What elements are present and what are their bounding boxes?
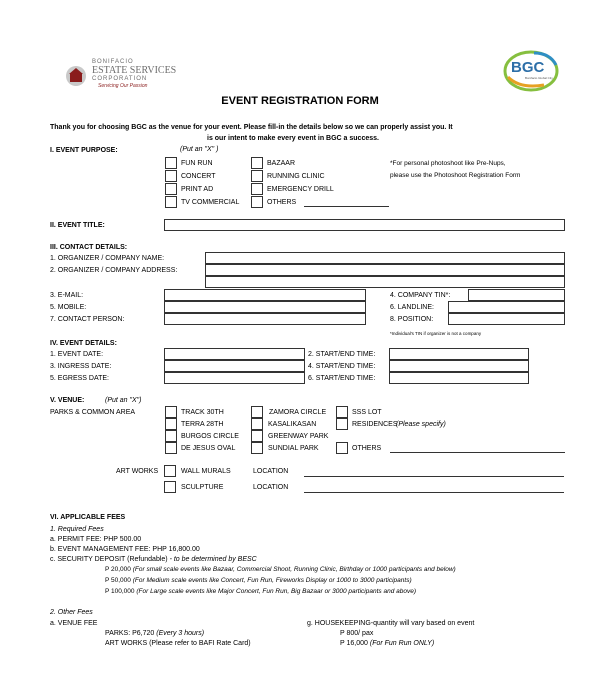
checkbox-terra-28th[interactable] [165, 418, 177, 430]
deposit-desc-medium: (For Medium scale events like Concert, Fun Run, Fireworks Display or 1000 to 3000 participants) [132, 577, 412, 584]
venue-terra-28th: TERRA 28TH [181, 421, 224, 428]
venue-residences-hint: (Please specify) [396, 421, 446, 428]
checkbox-residences[interactable] [336, 418, 348, 430]
venue-burgos-circle: BURGOS CIRCLE [181, 433, 239, 440]
start-end-time-input-1[interactable] [389, 348, 529, 360]
egress-date-label: 5. EGRESS DATE: [50, 375, 109, 382]
artworks-label: ART WORKS [116, 468, 159, 475]
venue-others: OTHERS [352, 445, 382, 452]
checkbox-emergency-drill[interactable] [251, 183, 263, 195]
venue-others-line[interactable] [390, 452, 565, 453]
position-input[interactable] [448, 313, 565, 325]
organizer-address-input-1[interactable] [205, 264, 565, 276]
checkbox-sculpture[interactable] [164, 481, 176, 493]
organizer-address-input-2[interactable] [205, 276, 565, 288]
checkbox-sundial-park[interactable] [251, 442, 263, 454]
ingress-date-label: 3. INGRESS DATE: [50, 363, 112, 370]
deposit-desc-small: (For small scale events like Bazaar, Commercial Shoot, Running Clinic, Birthday or 1000 participants and below) [132, 566, 456, 573]
event-date-input[interactable] [164, 348, 305, 360]
checkbox-concert[interactable] [165, 170, 177, 182]
housekeeping-funrun [340, 639, 434, 648]
checkbox-kasalikasan[interactable] [251, 418, 263, 430]
ingress-date-input[interactable] [164, 360, 305, 372]
contact-person-input[interactable] [164, 313, 366, 325]
required-fees-heading: 1. Required Fees [50, 526, 104, 533]
checkbox-zamora-circle[interactable] [251, 406, 263, 418]
company-tin-input[interactable] [468, 289, 565, 301]
housekeeping-funrun-amount: P 16,000 [340, 640, 368, 647]
email-input[interactable] [164, 289, 366, 301]
venue-residences: RESIDENCES [352, 421, 398, 428]
checkbox-bazaar[interactable] [251, 157, 263, 169]
purpose-heading: I. EVENT PURPOSE: [50, 147, 118, 154]
venue-heading: V. VENUE: [50, 397, 85, 404]
start-end-time-label-1: 2. START/END TIME: [308, 351, 376, 358]
wall-murals-location-line[interactable] [304, 476, 564, 477]
besc-logo-line2: ESTATE SERVICES [92, 65, 177, 76]
others-specify-line[interactable] [304, 206, 389, 207]
venue-de-jesus-oval: DE JESUS OVAL [181, 445, 236, 452]
housekeeping-rate: P 800/ pax [340, 630, 374, 637]
checkbox-print-ad[interactable] [165, 183, 177, 195]
venue-sss-lot: SSS LOT [352, 409, 382, 416]
egress-date-input[interactable] [164, 372, 305, 384]
parks-fee-label: PARKS: P6,720 [105, 630, 155, 637]
parks-label: PARKS & COMMON AREA [50, 409, 136, 416]
checkbox-de-jesus-oval[interactable] [165, 442, 177, 454]
permit-fee: a. PERMIT FEE: PHP 500.00 [50, 536, 142, 543]
purpose-option-running-clinic: RUNNING CLINIC [267, 173, 325, 180]
position-label: 8. POSITION: [390, 316, 434, 323]
checkbox-others[interactable] [251, 196, 263, 208]
contact-heading: III. CONTACT DETAILS: [50, 244, 128, 251]
bgc-logo-text: BGC [511, 59, 545, 76]
organizer-name-label: 1. ORGANIZER / COMPANY NAME: [50, 255, 165, 262]
parks-fee [105, 629, 204, 638]
intro-line-1: Thank you for choosing BGC as the venue for your event. Please fill-in the details below so we can properly assist you. It [50, 124, 453, 131]
deposit-amount-medium: P 50,000 [105, 577, 131, 584]
purpose-option-print-ad: PRINT AD [181, 186, 214, 193]
checkbox-venue-others[interactable] [336, 442, 348, 454]
venue-hint: (Put an "X") [105, 397, 142, 404]
security-deposit [50, 555, 257, 564]
start-end-time-input-3[interactable] [389, 372, 529, 384]
contact-person-label: 7. CONTACT PERSON: [50, 316, 125, 323]
venue-track-30th: TRACK 30TH [181, 409, 224, 416]
besc-tagline: Servicing Our Passion [98, 83, 148, 89]
deposit-item-medium [105, 577, 412, 584]
mobile-input[interactable] [164, 301, 366, 313]
purpose-hint: (Put an "X" ) [180, 146, 219, 153]
details-heading: IV. EVENT DETAILS: [50, 340, 117, 347]
besc-logo-line1: BONIFACIO [92, 59, 134, 65]
parks-fee-hint: (Every 3 hours) [156, 630, 205, 637]
besc-logo [58, 58, 186, 92]
purpose-option-emergency-drill: EMERGENCY DRILL [267, 186, 334, 193]
checkbox-fun-run[interactable] [165, 157, 177, 169]
venue-sundial-park: SUNDIAL PARK [268, 445, 319, 452]
purpose-option-tv-commercial: TV COMMERCIAL [181, 199, 240, 206]
bgc-logo-sub: Bonifacio Global City [525, 76, 553, 80]
security-deposit-hint: - to be determined by BESC [169, 556, 257, 563]
start-end-time-label-2: 4. START/END TIME: [308, 363, 376, 370]
event-title-heading: II. EVENT TITLE: [50, 222, 105, 229]
housekeeping-fee: g. HOUSEKEEPING-quantity will vary based on event [307, 620, 475, 627]
artwork-sculpture: SCULPTURE [181, 484, 224, 491]
checkbox-wall-murals[interactable] [164, 465, 176, 477]
checkbox-sss-lot[interactable] [336, 406, 348, 418]
sculpture-location-label: LOCATION [253, 484, 289, 491]
artworks-fee: ART WORKS (Please refer to BAFI Rate Card) [105, 640, 251, 647]
besc-emblem-icon [64, 64, 88, 88]
email-label: 3. E-MAIL: [50, 292, 84, 299]
company-tin-label: 4. COMPANY TIN*: [390, 292, 451, 299]
organizer-name-input[interactable] [205, 252, 565, 264]
checkbox-burgos-circle[interactable] [165, 430, 177, 442]
event-management-fee: b. EVENT MANAGEMENT FEE: PHP 16,800.00 [50, 546, 200, 553]
deposit-amount-small: P 20,000 [105, 566, 131, 573]
venue-fee: a. VENUE FEE [50, 620, 98, 627]
deposit-item-large [105, 588, 416, 595]
venue-greenway-park: GREENWAY PARK [268, 433, 329, 440]
checkbox-tv-commercial[interactable] [165, 196, 177, 208]
deposit-desc-large: (For Large scale events like Major Concert, Fun Run, Big Bazaar or 3000 participants and above) [136, 588, 416, 595]
deposit-item-small [105, 566, 456, 573]
start-end-time-input-2[interactable] [389, 360, 529, 372]
checkbox-track-30th[interactable] [165, 406, 177, 418]
tin-note: *Individual's TIN if organizer is not a company [390, 331, 482, 336]
mobile-label: 5. MOBILE: [50, 304, 87, 311]
housekeeping-funrun-hint: (For Fun Run ONLY) [369, 640, 435, 647]
landline-input[interactable] [448, 301, 565, 313]
bgc-logo [500, 47, 562, 93]
start-end-time-label-3: 6. START/END TIME: [308, 375, 376, 382]
intro-line-2: is our intent to make every event in BGC a success. [207, 135, 379, 142]
event-title-input[interactable] [164, 219, 565, 231]
purpose-option-others: OTHERS [267, 199, 297, 206]
sculpture-location-line[interactable] [304, 492, 564, 493]
form-title: EVENT REGISTRATION FORM [221, 95, 379, 107]
purpose-option-bazaar: BAZAAR [267, 160, 296, 167]
other-fees-heading: 2. Other Fees [50, 609, 93, 616]
artwork-wall-murals: WALL MURALS [181, 468, 231, 475]
purpose-note-line-1: *For personal photoshoot like Pre-Nups, [390, 160, 506, 167]
purpose-note-line-2: please use the Photoshoot Registration Form [390, 172, 521, 179]
checkbox-running-clinic[interactable] [251, 170, 263, 182]
checkbox-greenway-park[interactable] [251, 430, 263, 442]
organizer-address-label: 2. ORGANIZER / COMPANY ADDRESS: [50, 267, 178, 274]
venue-zamora-circle: ZAMORA CIRCLE [269, 409, 327, 416]
deposit-amount-large: P 100,000 [105, 588, 135, 595]
event-date-label: 1. EVENT DATE: [50, 351, 104, 358]
purpose-option-concert: CONCERT [181, 173, 216, 180]
landline-label: 6. LANDLINE: [390, 304, 434, 311]
security-deposit-label: c. SECURITY DEPOSIT (Refundable) [50, 556, 168, 563]
venue-kasalikasan: KASALIKASAN [268, 421, 317, 428]
fees-heading: VI. APPLICABLE FEES [50, 514, 126, 521]
besc-logo-line3: CORPORATION [92, 76, 148, 82]
purpose-option-fun-run: FUN RUN [181, 160, 213, 167]
wall-murals-location-label: LOCATION [253, 468, 289, 475]
